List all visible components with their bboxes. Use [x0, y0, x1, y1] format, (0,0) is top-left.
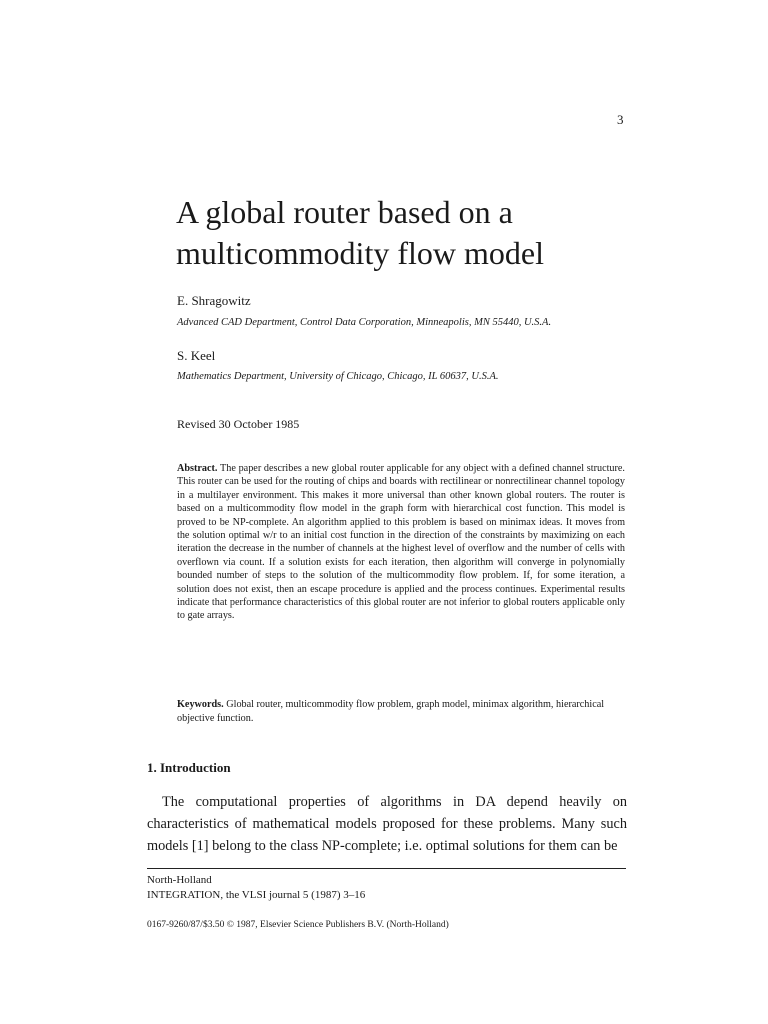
author-affiliation: Advanced CAD Department, Control Data Corporation, Minneapolis, MN 55440, U.S.A.	[177, 317, 552, 328]
introduction-text: The computational properties of algorithms in DA depend heavily on characteristics of mathematical models proposed for these problems. Many such models [1] belong to the class NP-complete; i.e. optimal solutions for them can be	[147, 794, 627, 854]
paper-title: A global router based on a multicommodity flow model	[176, 194, 544, 271]
author-name: S. Keel	[177, 348, 216, 363]
section-heading: 1. Introduction	[147, 760, 231, 775]
journal-citation: INTEGRATION, the VLSI journal 5 (1987) 3–16	[147, 889, 366, 901]
footer-divider	[147, 868, 626, 869]
author-affiliation: Mathematics Department, University of Chicago, Chicago, IL 60637, U.S.A.	[177, 371, 499, 382]
page-number: 3	[617, 112, 624, 127]
abstract	[177, 462, 625, 623]
keywords-text: Global router, multicommodity flow problem, graph model, minimax algorithm, hierarchical objective function.	[177, 699, 605, 724]
author-name: E. Shragowitz	[177, 293, 251, 308]
keywords-label: Keywords.	[177, 699, 224, 710]
keywords	[177, 698, 627, 725]
abstract-text: The paper describes a new global router applicable for any object with a defined channel structure. This router can be used for the routing of chips and boards with rectilinear or nonrectilinear channel topology in a multilayer environment. This makes it more universal than other known global routers. The router is based on a multicommodity flow model in the graph form with hierarchical cost function. This model is proved to be NP-complete. An algorithm applied to this problem is based on minimax ideas. It moves from the solution optimal w/r to an initial cost function in the direction of the constraints by maximizing on each iteration the decrease in the number of channels at the highest level of overflow and the number of cells with overflown via count. If a solution exists for each iteration, then algorithm will converge in polynomially bounded number of steps to the solution of the multicommodity flow problem. If, for some iteration, a solution does not exist, then an escape procedure is applied and the process continues. Experimental results indicate that performance characteristics of this global router are not inferior to global routers applicable only to gate arrays.	[177, 463, 625, 622]
revised-date: Revised 30 October 1985	[177, 417, 300, 431]
abstract-label: Abstract.	[177, 463, 218, 474]
copyright-line: 0167-9260/87/$3.50 © 1987, Elsevier Science Publishers B.V. (North-Holland)	[147, 920, 449, 930]
publisher: North-Holland	[147, 874, 212, 886]
